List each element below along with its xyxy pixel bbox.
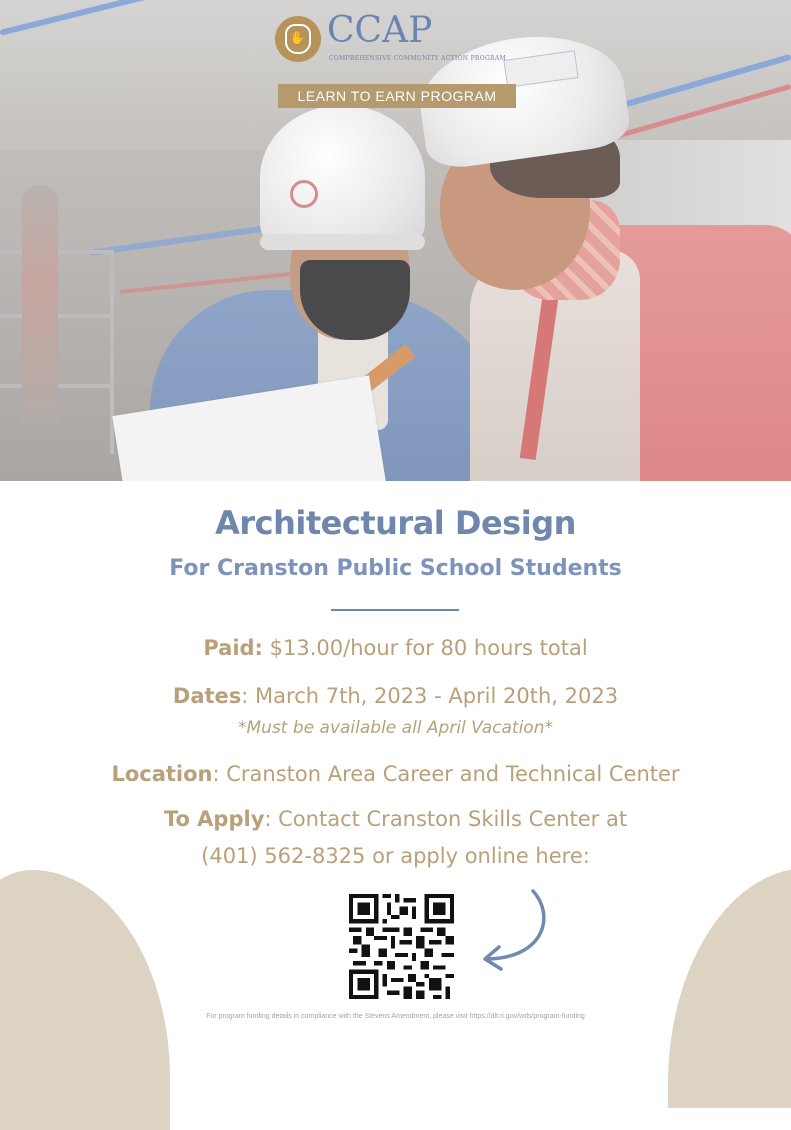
dates-label: Dates [172, 684, 242, 708]
worker-left-hard-hat [260, 105, 425, 250]
divider [331, 609, 459, 611]
program-badge: LEARN TO EARN PROGRAM [278, 84, 516, 108]
logo-subtitle: COMPREHENSIVE COMMUNITY ACTION PROGRAM [329, 55, 506, 62]
helmet-logo-icon [290, 180, 318, 208]
dates-value: : March 7th, 2023 - April 20th, 2023 [241, 684, 619, 708]
logo-name: CCAP [327, 10, 433, 51]
ccap-logo [275, 10, 525, 74]
footer-note: For program funding details in compliance with the Stevens Amendment, please visit https://dlt.ri.gov/wds/program-funding [206, 1013, 585, 1020]
paid-value: $13.00/hour for 80 hours total [262, 636, 588, 660]
apply-row-line2[interactable]: (401) 562-8325 or apply online here: [201, 844, 590, 868]
paid-label: Paid: [203, 636, 263, 660]
availability-note: *Must be available all April Vacation* [238, 718, 553, 738]
apply-label: To Apply [163, 807, 265, 831]
apply-value-line1: : Contact Cranston Skills Center at [264, 807, 628, 831]
curved-arrow-icon [475, 885, 555, 975]
location-row [0, 762, 791, 786]
background-worker [22, 185, 58, 425]
dates-row [0, 684, 791, 708]
hand-in-circle-icon: ✋ [275, 16, 321, 62]
location-value: : Cranston Area Career and Technical Center [212, 762, 680, 786]
page-subtitle: For Cranston Public School Students [169, 556, 622, 581]
apply-row [0, 807, 791, 831]
paid-row [0, 636, 791, 660]
page-title: Architectural Design [215, 504, 576, 542]
location-label: Location [111, 762, 213, 786]
decor-shape-left [0, 870, 170, 1130]
qr-code[interactable] [349, 894, 454, 999]
decor-shape-right [668, 868, 791, 1108]
